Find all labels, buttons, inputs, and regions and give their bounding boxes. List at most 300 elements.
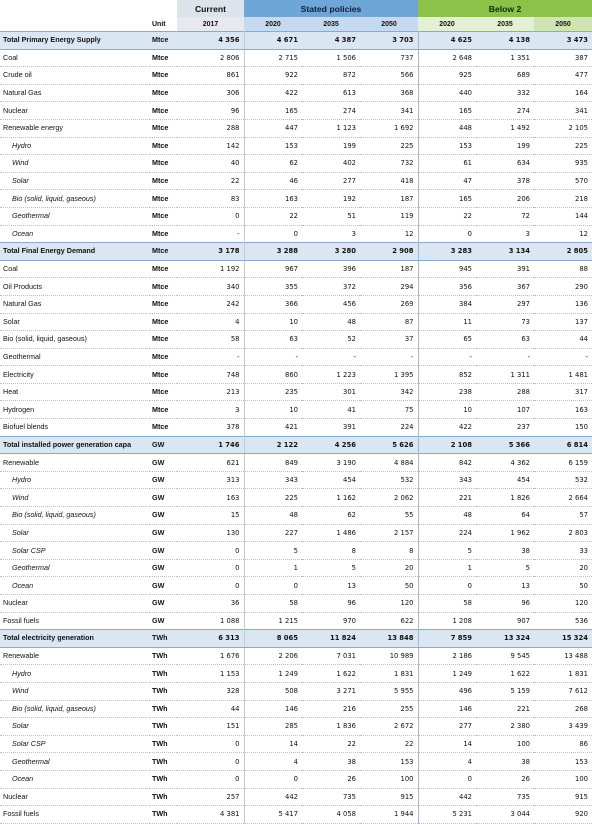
value-cell: 225 [244,489,302,507]
value-cell: 536 [534,612,592,630]
value-cell: 7 859 [418,630,476,648]
row-label: Biofuel blends [0,419,150,437]
value-cell: 442 [244,788,302,806]
value-cell: 44 [534,331,592,349]
value-cell: 10 [244,313,302,331]
table-row [0,806,592,824]
value-cell: - [476,348,534,366]
value-cell: 4 256 [302,436,360,454]
row-label: Ocean [0,577,150,595]
value-cell: 341 [360,102,418,120]
value-cell: 2 715 [244,49,302,67]
value-cell: 46 [244,172,302,190]
value-cell: 372 [302,278,360,296]
blank-header-cell [0,0,150,17]
value-cell: 421 [244,419,302,437]
value-cell: 368 [360,84,418,102]
value-cell: 1 622 [302,665,360,683]
value-cell: 3 439 [534,718,592,736]
below-2-header: Below 2 [418,0,592,17]
value-cell: 945 [418,260,476,278]
value-cell: 120 [534,595,592,613]
value-cell: 367 [476,278,534,296]
value-cell: 63 [476,331,534,349]
value-cell: 2 664 [534,489,592,507]
row-unit: TWh [150,647,177,665]
value-cell: 218 [534,190,592,208]
value-cell: - [244,348,302,366]
value-cell: 269 [360,295,418,313]
row-unit: Mtce [150,190,177,208]
value-cell: 5 231 [418,806,476,824]
value-cell: 5 417 [244,806,302,824]
row-label: Ocean [0,770,150,788]
value-cell: 3 271 [302,682,360,700]
value-cell: 340 [177,278,244,296]
value-cell: 967 [244,260,302,278]
table-row [0,489,592,507]
value-cell: 343 [244,471,302,489]
value-cell: 1 944 [360,806,418,824]
row-unit: Mtce [150,331,177,349]
row-label: Solar CSP [0,735,150,753]
value-cell: 496 [418,682,476,700]
row-unit: GW [150,507,177,525]
row-label: Nuclear [0,102,150,120]
value-cell: 3 178 [177,243,244,261]
row-label: Total electricity generation [0,630,150,648]
value-cell: 1 962 [476,524,534,542]
value-cell: 277 [302,172,360,190]
value-cell: 915 [360,788,418,806]
value-cell: 37 [360,331,418,349]
year-header-row [0,17,592,32]
value-cell: 137 [534,313,592,331]
value-cell: 621 [177,454,244,472]
table-row [0,718,592,736]
value-cell: 58 [177,331,244,349]
value-cell: 1 [244,559,302,577]
table-row [0,647,592,665]
value-cell: 384 [418,295,476,313]
value-cell: 13 [302,577,360,595]
table-body [0,32,592,824]
table-row [0,313,592,331]
value-cell: 2 206 [244,647,302,665]
value-cell: 51 [302,207,360,225]
value-cell: 14 [418,735,476,753]
section-total-row [0,436,592,454]
row-label: Bio (solid, liquid, gaseous) [0,700,150,718]
value-cell: 33 [534,542,592,560]
value-cell: 57 [534,507,592,525]
value-cell: - [177,348,244,366]
table-row [0,260,592,278]
value-cell: 22 [418,207,476,225]
table-row [0,507,592,525]
value-cell: 1 [418,559,476,577]
row-unit: Mtce [150,137,177,155]
row-unit: Mtce [150,243,177,261]
current-header: Current [177,0,244,17]
year-header: 2050 [534,17,592,32]
value-cell: 735 [302,788,360,806]
table-row [0,225,592,243]
value-cell: - [302,348,360,366]
value-cell: 288 [177,119,244,137]
value-cell: 3 044 [476,806,534,824]
blank-header-cell [150,0,177,17]
value-cell: 163 [177,489,244,507]
value-cell: 317 [534,383,592,401]
value-cell: 13 488 [534,647,592,665]
value-cell: 227 [244,524,302,542]
row-label: Hydro [0,471,150,489]
value-cell: 10 989 [360,647,418,665]
value-cell: 4 625 [418,32,476,50]
value-cell: 290 [534,278,592,296]
value-cell: 225 [360,137,418,155]
year-header: 2050 [360,17,418,32]
row-label: Nuclear [0,595,150,613]
value-cell: 0 [244,225,302,243]
row-unit: GW [150,436,177,454]
value-cell: 366 [244,295,302,313]
value-cell: 221 [418,489,476,507]
value-cell: 448 [418,119,476,137]
value-cell: 153 [244,137,302,155]
value-cell: 2 672 [360,718,418,736]
table-row [0,682,592,700]
value-cell: 1 746 [177,436,244,454]
table-row [0,207,592,225]
value-cell: 737 [360,49,418,67]
value-cell: 224 [418,524,476,542]
table-row [0,454,592,472]
value-cell: 10 [418,401,476,419]
value-cell: 87 [360,313,418,331]
value-cell: 65 [418,331,476,349]
value-cell: 5 626 [360,436,418,454]
table-row [0,49,592,67]
value-cell: 3 134 [476,243,534,261]
value-cell: 3 [302,225,360,243]
row-label: Geothermal [0,559,150,577]
value-cell: 1 486 [302,524,360,542]
value-cell: 3 190 [302,454,360,472]
value-cell: 15 324 [534,630,592,648]
value-cell: 3 473 [534,32,592,50]
value-cell: 62 [302,507,360,525]
value-cell: 238 [418,383,476,401]
value-cell: 355 [244,278,302,296]
value-cell: 532 [534,471,592,489]
row-unit: Mtce [150,313,177,331]
section-total-row [0,32,592,50]
value-cell: 0 [177,735,244,753]
value-cell: 4 381 [177,806,244,824]
value-cell: 165 [244,102,302,120]
value-cell: 356 [418,278,476,296]
year-header: 2035 [476,17,534,32]
value-cell: 0 [177,559,244,577]
value-cell: 378 [177,419,244,437]
value-cell: 5 366 [476,436,534,454]
value-cell: 9 545 [476,647,534,665]
section-total-row [0,630,592,648]
value-cell: 100 [534,770,592,788]
row-label: Renewable [0,454,150,472]
value-cell: 1 831 [360,665,418,683]
value-cell: 1 249 [244,665,302,683]
value-cell: 88 [534,260,592,278]
value-cell: 935 [534,155,592,173]
value-cell: 532 [360,471,418,489]
value-cell: 2 803 [534,524,592,542]
value-cell: 2 805 [534,243,592,261]
value-cell: 216 [302,700,360,718]
value-cell: 187 [360,190,418,208]
value-cell: 925 [418,67,476,85]
value-cell: 242 [177,295,244,313]
value-cell: 14 [244,735,302,753]
year-header: 2017 [177,17,244,32]
row-label: Total Primary Energy Supply [0,32,150,50]
value-cell: 3 283 [418,243,476,261]
value-cell: 748 [177,366,244,384]
value-cell: 1 215 [244,612,302,630]
value-cell: 447 [244,119,302,137]
value-cell: 1 153 [177,665,244,683]
value-cell: 732 [360,155,418,173]
value-cell: 2 122 [244,436,302,454]
row-unit: GW [150,471,177,489]
value-cell: 153 [418,137,476,155]
value-cell: 2 157 [360,524,418,542]
value-cell: 96 [302,595,360,613]
value-cell: 4 [418,753,476,771]
value-cell: 12 [360,225,418,243]
row-unit: TWh [150,718,177,736]
value-cell: 221 [476,700,534,718]
value-cell: 72 [476,207,534,225]
value-cell: 5 955 [360,682,418,700]
value-cell: 1 192 [177,260,244,278]
row-label: Coal [0,260,150,278]
value-cell: 225 [534,137,592,155]
table-row [0,155,592,173]
value-cell: 0 [177,770,244,788]
value-cell: 153 [360,753,418,771]
row-label: Wind [0,489,150,507]
value-cell: 1 162 [302,489,360,507]
value-cell: 20 [534,559,592,577]
value-cell: 213 [177,383,244,401]
value-cell: 146 [244,700,302,718]
row-label: Total installed power generation capa [0,436,150,454]
value-cell: 163 [534,401,592,419]
row-unit: Mtce [150,419,177,437]
table-row [0,595,592,613]
value-cell: 11 824 [302,630,360,648]
value-cell: 1 208 [418,612,476,630]
value-cell: 0 [244,577,302,595]
value-cell: 4 [244,753,302,771]
value-cell: 22 [244,207,302,225]
value-cell: 6 313 [177,630,244,648]
value-cell: 872 [302,67,360,85]
value-cell: 6 159 [534,454,592,472]
value-cell: 7 612 [534,682,592,700]
table-row [0,542,592,560]
year-header: 2020 [244,17,302,32]
value-cell: 63 [244,331,302,349]
value-cell: 40 [177,155,244,173]
row-unit: Mtce [150,260,177,278]
value-cell: 1 622 [476,665,534,683]
value-cell: 454 [476,471,534,489]
value-cell: 0 [177,577,244,595]
value-cell: 970 [302,612,360,630]
row-label: Hydro [0,137,150,155]
row-unit: Mtce [150,67,177,85]
value-cell: 1 492 [476,119,534,137]
row-label: Solar [0,524,150,542]
value-cell: 622 [360,612,418,630]
value-cell: 5 [418,542,476,560]
row-label: Renewable energy [0,119,150,137]
value-cell: 136 [534,295,592,313]
value-cell: - [534,348,592,366]
table-row [0,172,592,190]
value-cell: 920 [534,806,592,824]
value-cell: 86 [534,735,592,753]
value-cell: 50 [360,577,418,595]
value-cell: 22 [360,735,418,753]
value-cell: 192 [302,190,360,208]
table-row [0,366,592,384]
value-cell: 861 [177,67,244,85]
row-label: Crude oil [0,67,150,85]
value-cell: 1 311 [476,366,534,384]
value-cell: 50 [534,577,592,595]
row-label: Hydrogen [0,401,150,419]
row-unit: Mtce [150,278,177,296]
table-row [0,524,592,542]
value-cell: 306 [177,84,244,102]
value-cell: 61 [418,155,476,173]
value-cell: 0 [418,225,476,243]
value-cell: 4 356 [177,32,244,50]
value-cell: 2 062 [360,489,418,507]
value-cell: 55 [360,507,418,525]
table-row [0,331,592,349]
value-cell: 268 [534,700,592,718]
value-cell: 3 280 [302,243,360,261]
row-unit: GW [150,559,177,577]
value-cell: 1 831 [534,665,592,683]
value-cell: 332 [476,84,534,102]
value-cell: 20 [360,559,418,577]
value-cell: 47 [418,172,476,190]
value-cell: 13 [476,577,534,595]
value-cell: - [418,348,476,366]
value-cell: 75 [360,401,418,419]
row-label: Wind [0,682,150,700]
row-label: Solar [0,313,150,331]
row-unit: Mtce [150,348,177,366]
value-cell: 64 [476,507,534,525]
value-cell: 2 186 [418,647,476,665]
row-unit: Mtce [150,155,177,173]
value-cell: 4 671 [244,32,302,50]
value-cell: 456 [302,295,360,313]
value-cell: 2 105 [534,119,592,137]
value-cell: 38 [476,542,534,560]
stated-policies-header: Stated policies [244,0,418,17]
table-row [0,383,592,401]
value-cell: 274 [476,102,534,120]
value-cell: 4 138 [476,32,534,50]
section-total-row [0,243,592,261]
row-label: Natural Gas [0,84,150,102]
row-unit: Mtce [150,119,177,137]
table-row [0,401,592,419]
value-cell: - [177,225,244,243]
value-cell: 915 [534,788,592,806]
value-cell: 1 836 [302,718,360,736]
value-cell: 1 223 [302,366,360,384]
value-cell: 44 [177,700,244,718]
table-row [0,753,592,771]
row-label: Solar [0,718,150,736]
value-cell: 206 [476,190,534,208]
row-label: Fossil fuels [0,612,150,630]
value-cell: 13 848 [360,630,418,648]
value-cell: 5 [244,542,302,560]
table-row [0,102,592,120]
value-cell: 38 [302,753,360,771]
value-cell: 255 [360,700,418,718]
table-row [0,559,592,577]
value-cell: 165 [418,102,476,120]
table-row [0,770,592,788]
value-cell: 907 [476,612,534,630]
value-cell: 22 [302,735,360,753]
scenario-header-row [0,0,592,17]
value-cell: 342 [360,383,418,401]
value-cell: 391 [302,419,360,437]
value-cell: 26 [476,770,534,788]
value-cell: 1 351 [476,49,534,67]
row-label: Coal [0,49,150,67]
row-unit: TWh [150,753,177,771]
value-cell: 3 [177,401,244,419]
row-unit: Mtce [150,401,177,419]
value-cell: 442 [418,788,476,806]
value-cell: 11 [418,313,476,331]
value-cell: 153 [534,753,592,771]
value-cell: 38 [476,753,534,771]
value-cell: 2 108 [418,436,476,454]
row-unit: TWh [150,806,177,824]
value-cell: 634 [476,155,534,173]
value-cell: 0 [177,207,244,225]
row-unit: Mtce [150,102,177,120]
value-cell: 0 [418,577,476,595]
table-row [0,278,592,296]
value-cell: 41 [302,401,360,419]
